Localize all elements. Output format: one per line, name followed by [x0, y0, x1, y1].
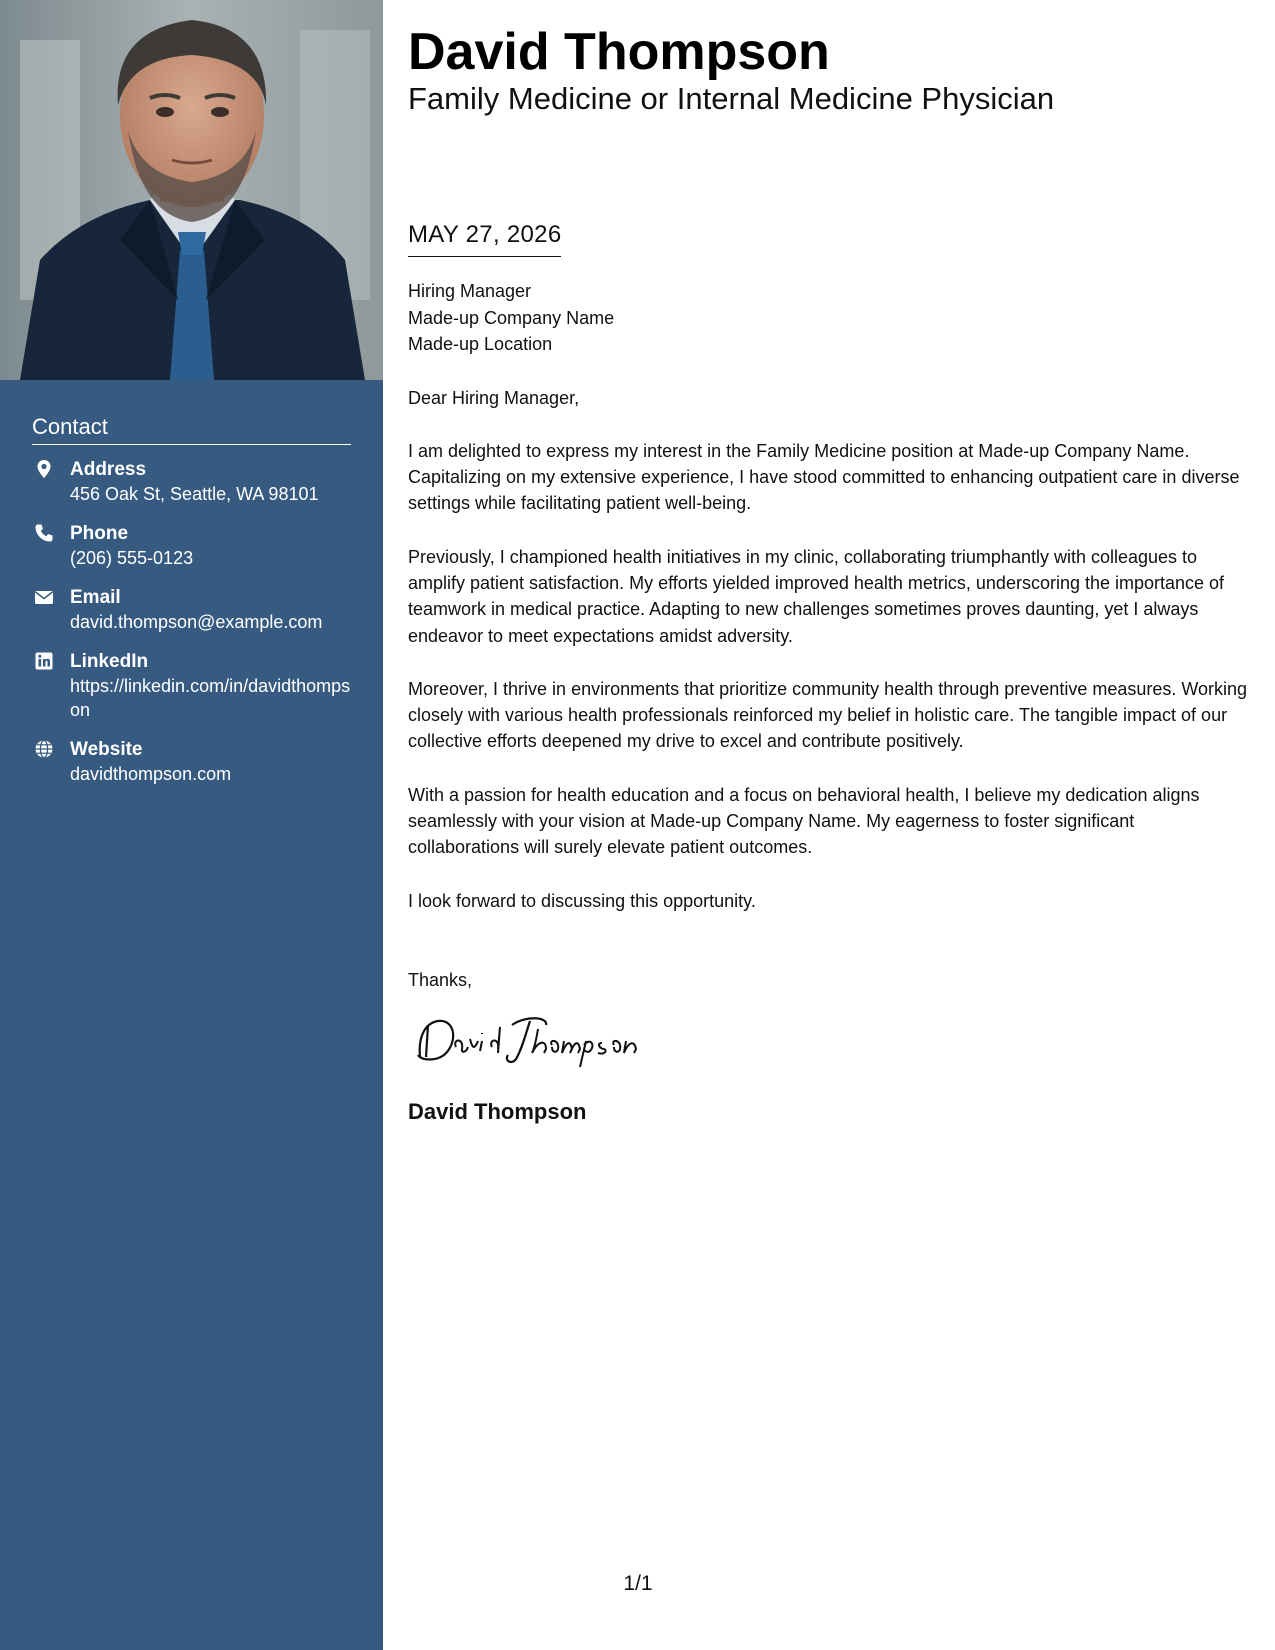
greeting: Dear Hiring Manager, [408, 387, 580, 408]
phone-icon [34, 523, 54, 543]
closing: Thanks, [408, 969, 473, 990]
handwritten-signature [408, 1005, 668, 1075]
portrait-photo-icon [0, 0, 383, 380]
linkedin-value[interactable]: https://linkedin.com/in/davidthompson [70, 676, 351, 720]
linkedin-label: LinkedIn [70, 651, 149, 672]
website-label: Website [70, 739, 143, 760]
letter-body [408, 22, 1248, 1126]
contact-linkedin [32, 649, 351, 722]
sidebar [0, 0, 383, 1650]
contact-heading: Contact [32, 412, 351, 445]
phone-label: Phone [70, 523, 129, 544]
recipient-line: Made-up Location [408, 334, 553, 354]
applicant-name: David Thompson [408, 23, 830, 81]
globe-icon [34, 739, 54, 759]
applicant-title: Family Medicine or Internal Medicine Physician [408, 81, 1055, 116]
body-paragraph: I am delighted to express my interest in the Family Medicine position at Made-up Company Name. Capitalizing on my extensive experience, I have stood committed to enhancing outpatient care in diverse settings while facilitating patient well-being. [408, 440, 1240, 514]
body-paragraph: Moreover, I thrive in environments that prioritize community health through preventive measures. Working closely with various health professionals reinforced my belief in holistic care. The tangible impact of our collective efforts deepened my drive to excel and contribute positively. [408, 678, 1248, 752]
location-pin-icon [34, 459, 54, 479]
email-value[interactable]: david.thompson@example.com [70, 612, 323, 632]
body-paragraph: With a passion for health education and a focus on behavioral health, I believe my dedication aligns seamlessly with your vision at Made-up Company Name. My eagerness to foster significant collaborations will surely elevate patient outcomes. [408, 784, 1200, 858]
signed-name: David Thompson [408, 1098, 587, 1124]
address-label: Address [70, 459, 147, 480]
contact-website [32, 737, 351, 786]
email-label: Email [70, 587, 121, 608]
profile-photo [0, 0, 383, 380]
recipient-line: Made-up Company Name [408, 307, 615, 328]
body-paragraph: Previously, I championed health initiatives in my clinic, collaborating triumphantly with colleagues to amplify patient satisfaction. My efforts yielded improved health metrics, underscoring the importance of teamwork in medical practice. Adapting to new challenges sometimes proves daunting, yet I always endeavor to meet expectations amidst adversity. [408, 546, 1225, 646]
contact-section [32, 412, 351, 801]
contact-address [32, 457, 351, 506]
contact-phone [32, 521, 351, 570]
phone-value: (206) 555-0123 [70, 548, 194, 568]
letter-date: MAY 27, 2026 [408, 220, 561, 257]
page-number: 1/1 [623, 1572, 653, 1595]
body-paragraph: I look forward to discussing this opportunity. [408, 890, 756, 911]
recipient-line: Hiring Manager [408, 281, 532, 301]
website-value[interactable]: davidthompson.com [70, 764, 232, 784]
contact-email [32, 585, 351, 634]
recipient-block [408, 278, 1248, 358]
linkedin-icon [34, 651, 54, 671]
envelope-icon [34, 587, 54, 607]
address-value: 456 Oak St, Seattle, WA 98101 [70, 484, 319, 504]
